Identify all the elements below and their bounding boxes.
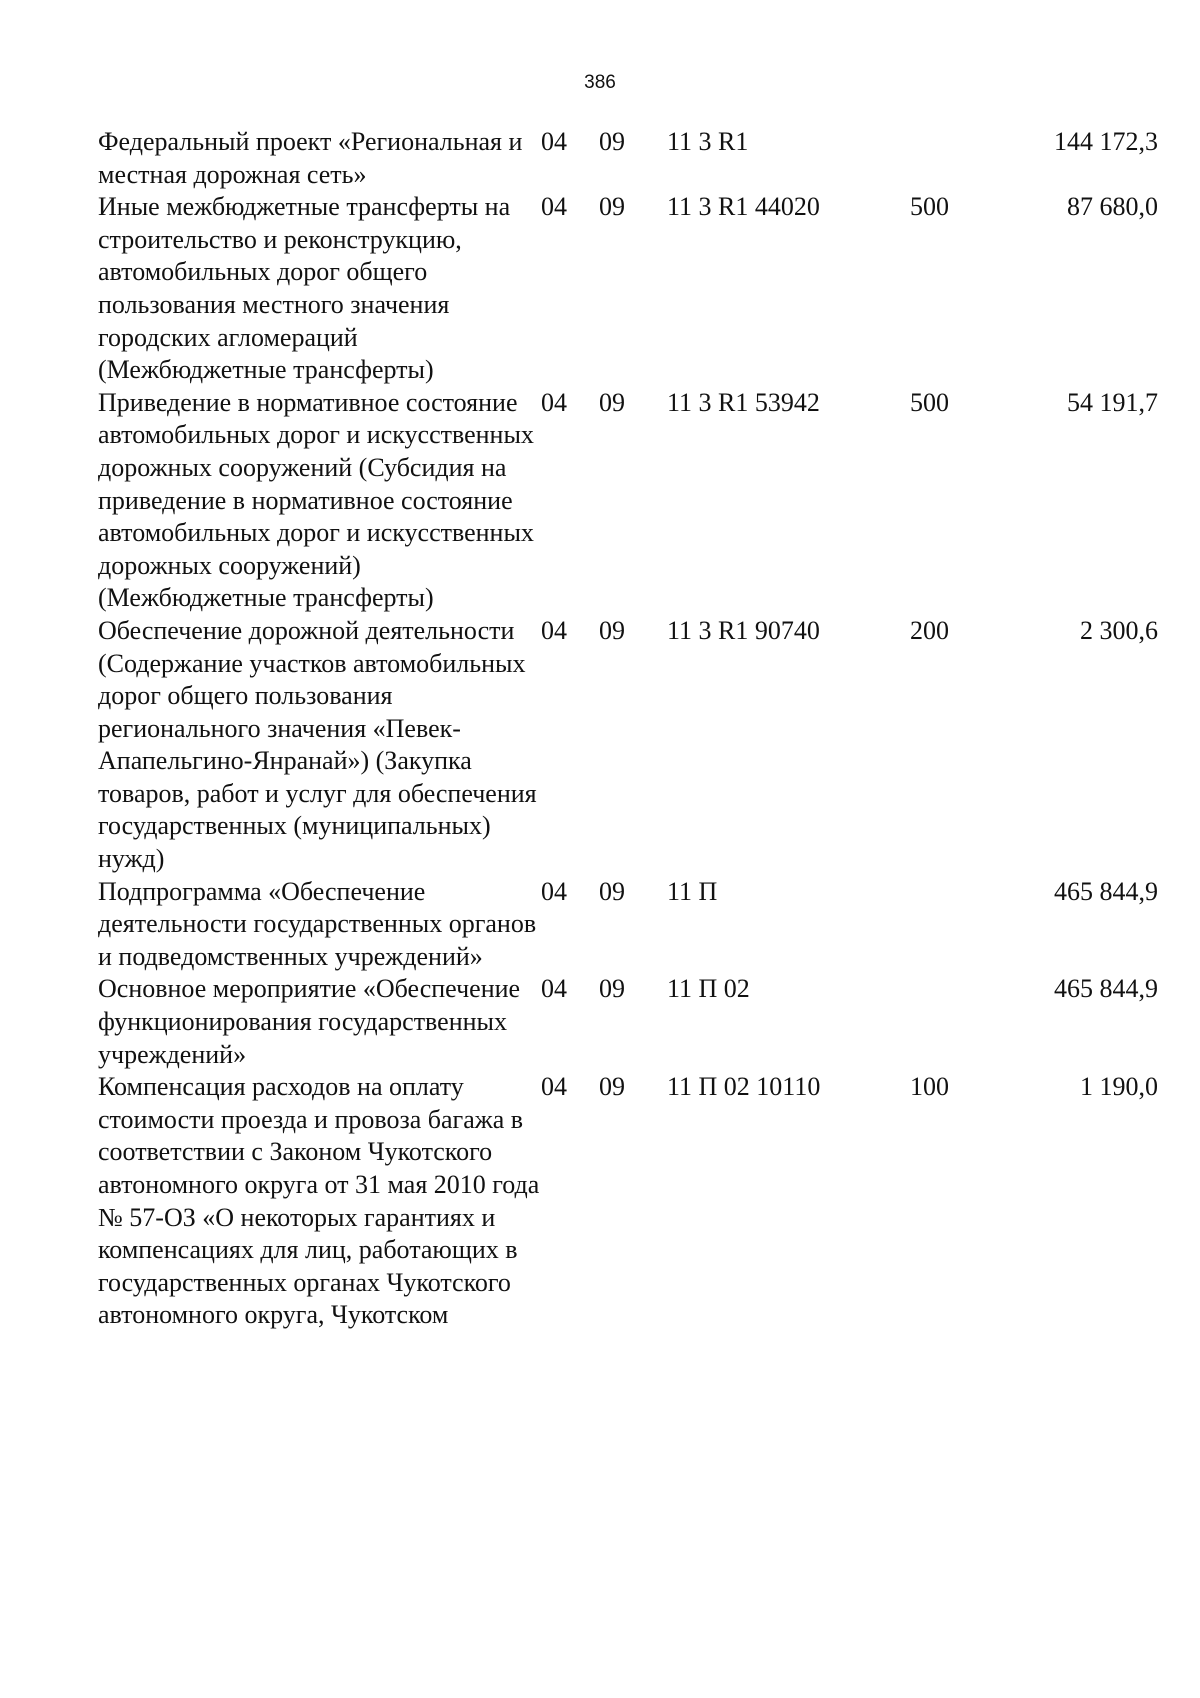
row-target-code: 11 П 02 xyxy=(667,974,750,1004)
budget-table xyxy=(98,126,1158,1332)
row-target-code: 11 3 R1 xyxy=(667,127,749,156)
row-subsection-code: 09 xyxy=(599,974,625,1004)
row-subsection-code: 09 xyxy=(599,387,625,417)
row-subsection-code: 09 xyxy=(599,1072,625,1102)
row-subsection-code: 09 xyxy=(599,876,625,906)
table-row xyxy=(98,1071,1158,1332)
table-row xyxy=(98,876,1158,974)
row-section-code: 04 xyxy=(541,876,567,906)
table-row xyxy=(98,191,1158,387)
row-expense-type-code: 500 xyxy=(910,387,949,417)
row-section-code: 04 xyxy=(541,127,567,156)
row-section-code: 04 xyxy=(541,974,567,1004)
row-expense-type-code xyxy=(910,126,970,191)
row-amount: 465 844,9 xyxy=(1054,876,1158,906)
table-row xyxy=(98,973,1158,1071)
row-expense-type-code: 500 xyxy=(910,192,949,222)
row-section-code: 04 xyxy=(541,387,567,417)
row-amount: 2 300,6 xyxy=(1080,615,1158,645)
row-subsection-code: 09 xyxy=(599,127,625,156)
row-amount: 54 191,7 xyxy=(1067,387,1158,417)
row-name: Основное мероприятие «Обеспечение функционирования государственных учреждений» xyxy=(98,974,521,1069)
row-target-code: 11 3 R1 90740 xyxy=(667,615,820,645)
row-amount: 465 844,9 xyxy=(1054,974,1158,1004)
row-section-code: 04 xyxy=(541,192,567,222)
table-row xyxy=(98,387,1158,615)
row-name: Подпрограмма «Обеспечение деятельности государственных органов и подведомственных учреждений» xyxy=(98,876,537,971)
row-amount: 144 172,3 xyxy=(1054,127,1158,156)
row-name: Федеральный проект «Региональная и местная дорожная сеть» xyxy=(98,127,523,189)
row-amount: 87 680,0 xyxy=(1067,192,1158,222)
row-target-code: 11 П 02 10110 xyxy=(667,1072,821,1102)
row-name: Обеспечение дорожной деятельности (Содержание участков автомобильных дорог общего пользования регионального значения «Певек-Апапельгино-Янранай») (Закупка товаров, работ и услуг для обеспечения государственных (муниципальных) нужд) xyxy=(98,615,537,874)
row-expense-type-code: 100 xyxy=(910,1072,949,1102)
page-number: 386 xyxy=(584,72,616,93)
row-expense-type-code xyxy=(910,973,970,1071)
row-section-code: 04 xyxy=(541,615,567,645)
row-target-code: 11 3 R1 53942 xyxy=(667,387,820,417)
row-target-code: 11 3 R1 44020 xyxy=(667,192,820,222)
row-subsection-code: 09 xyxy=(599,192,625,222)
table-row xyxy=(98,615,1158,876)
row-target-code: 11 П xyxy=(667,876,718,906)
row-subsection-code: 09 xyxy=(599,615,625,645)
row-expense-type-code xyxy=(910,876,970,974)
row-name: Приведение в нормативное состояние автомобильных дорог и искусственных дорожных сооружений (Субсидия на приведение в нормативное состояние автомобильных дорог и искусственных дорожных сооружений) (Межбюджетные трансферты) xyxy=(98,387,534,613)
row-amount: 1 190,0 xyxy=(1080,1072,1158,1102)
row-expense-type-code: 200 xyxy=(910,615,949,645)
row-name: Иные межбюджетные трансферты на строительство и реконструкцию, автомобильных дорог общего пользования местного значения городских агломераций (Межбюджетные трансферты) xyxy=(98,192,511,385)
row-name: Компенсация расходов на оплату стоимости проезда и провоза багажа в соответствии с Законом Чукотского автономного округа от 31 мая 2010 года № 57-ОЗ «О некоторых гарантиях и компенсациях для лиц, работающих в государственных органах Чукотского автономного округа, Чукотском xyxy=(98,1072,540,1330)
row-section-code: 04 xyxy=(541,1072,567,1102)
table-row xyxy=(98,126,1158,191)
